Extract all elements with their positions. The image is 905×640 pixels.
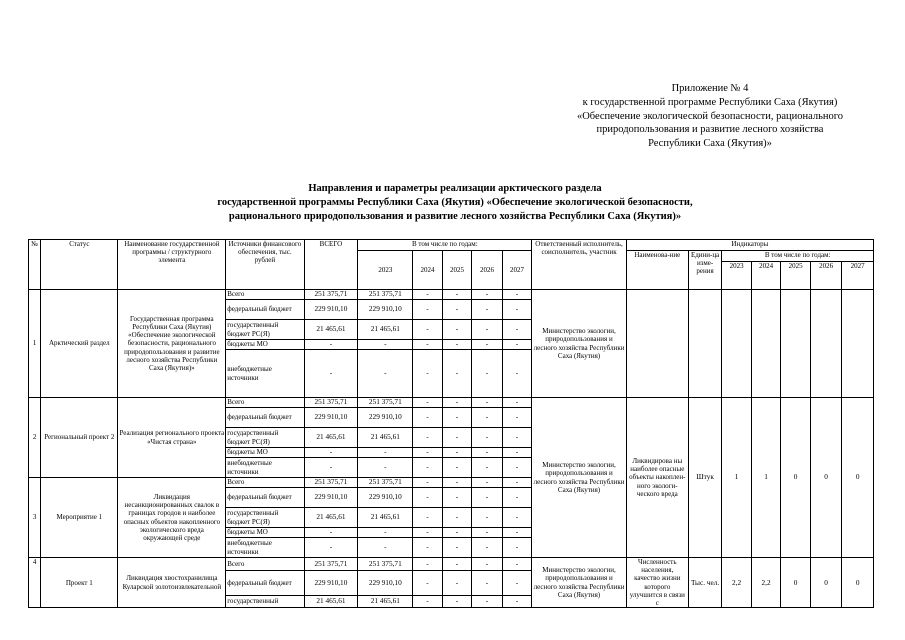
- year-cell: -: [413, 448, 442, 458]
- source-cell: федеральный бюджет: [226, 488, 304, 508]
- unit-cell: Тыс. чел.: [688, 558, 722, 608]
- header-year: 2025: [442, 251, 471, 290]
- year-cell: -: [472, 488, 503, 508]
- year-cell: -: [358, 448, 413, 458]
- year-cell: -: [413, 570, 442, 595]
- ind-year-cell: 0: [810, 558, 842, 608]
- ind-year-cell: 1: [722, 398, 751, 558]
- appendix-line: «Обеспечение экологической безопасности, рационального: [576, 110, 844, 122]
- year-cell: 229 910,10: [358, 408, 413, 428]
- row-num: 1: [29, 290, 41, 398]
- ind-year-cell: 2,2: [722, 558, 751, 608]
- year-cell: -: [442, 448, 471, 458]
- year-cell: -: [442, 320, 471, 340]
- source-cell: государственный бюджет РС(Я): [226, 320, 304, 340]
- total-cell: -: [304, 528, 358, 538]
- row-num: 4: [29, 558, 41, 608]
- source-cell: Всего: [226, 478, 304, 488]
- header-by-years: В том числе по годам:: [358, 240, 532, 251]
- year-cell: 21 465,61: [358, 508, 413, 528]
- executor-cell: Министерство экологии, природопользования и лесного хозяйства Республики Саха (Якутия): [532, 398, 627, 558]
- total-cell: 21 465,61: [304, 508, 358, 528]
- total-cell: -: [304, 448, 358, 458]
- year-cell: -: [442, 538, 471, 558]
- source-cell: Всего: [226, 398, 304, 408]
- ind-year-cell: 0: [781, 398, 810, 558]
- unit-cell: Штук: [688, 398, 722, 558]
- year-cell: -: [442, 570, 471, 595]
- year-cell: -: [472, 408, 503, 428]
- source-cell: внебюджетные источники: [226, 458, 304, 478]
- year-cell: -: [472, 428, 503, 448]
- year-cell: -: [472, 398, 503, 408]
- year-cell: -: [472, 478, 503, 488]
- year-cell: -: [442, 595, 471, 608]
- year-cell: -: [442, 408, 471, 428]
- header-num: №: [29, 240, 41, 290]
- year-cell: -: [502, 398, 532, 408]
- total-cell: 21 465,61: [304, 320, 358, 340]
- header-unit: Едини-ца изме-рения: [688, 251, 722, 290]
- year-cell: -: [442, 340, 471, 350]
- year-cell: -: [472, 570, 503, 595]
- header-indicators: Индикаторы: [626, 240, 873, 251]
- year-cell: -: [442, 398, 471, 408]
- ind-year-cell: [842, 290, 874, 398]
- source-cell: Всего: [226, 558, 304, 571]
- year-cell: -: [502, 290, 532, 300]
- total-cell: 21 465,61: [304, 428, 358, 448]
- ind-year-cell: [751, 290, 780, 398]
- header-sources: Источники финансового обеспечения, тыс. рублей: [226, 240, 304, 290]
- ind-year-cell: [781, 290, 810, 398]
- indicator-cell: [626, 290, 688, 398]
- total-cell: 229 910,10: [304, 488, 358, 508]
- header-total: ВСЕГО: [304, 240, 358, 290]
- year-cell: -: [413, 595, 442, 608]
- source-cell: федеральный бюджет: [226, 300, 304, 320]
- year-cell: -: [472, 458, 503, 478]
- year-cell: -: [502, 508, 532, 528]
- year-cell: -: [358, 350, 413, 398]
- header-year: 2027: [502, 251, 532, 290]
- year-cell: -: [413, 428, 442, 448]
- total-cell: 229 910,10: [304, 408, 358, 428]
- total-cell: -: [304, 458, 358, 478]
- total-cell: 21 465,61: [304, 595, 358, 608]
- title-line: Направления и параметры реализации арктического раздела: [308, 183, 602, 194]
- year-cell: 229 910,10: [358, 488, 413, 508]
- year-cell: -: [472, 320, 503, 340]
- source-cell: бюджеты МО: [226, 340, 304, 350]
- header-executor: Ответственный исполнитель, соисполнитель, участник: [532, 240, 627, 290]
- year-cell: -: [413, 408, 442, 428]
- total-cell: 251 375,71: [304, 398, 358, 408]
- year-cell: 21 465,61: [358, 320, 413, 340]
- year-cell: -: [413, 488, 442, 508]
- year-cell: -: [442, 428, 471, 448]
- year-cell: -: [502, 428, 532, 448]
- header-year: 2024: [413, 251, 442, 290]
- year-cell: -: [502, 320, 532, 340]
- header-ind-by-years: В том числе по годам:: [722, 251, 874, 262]
- title-line: государственной программы Республики Саха (Якутия) «Обеспечение экологической безопасности,: [217, 197, 693, 208]
- year-cell: -: [502, 528, 532, 538]
- total-cell: -: [304, 340, 358, 350]
- total-cell: 251 375,71: [304, 290, 358, 300]
- year-cell: -: [358, 528, 413, 538]
- header-indicator-name: Наименова-ние: [626, 251, 688, 290]
- year-cell: -: [442, 528, 471, 538]
- year-cell: -: [442, 488, 471, 508]
- unit-cell: [688, 290, 722, 398]
- header-year: 2023: [358, 251, 413, 290]
- source-cell: бюджеты МО: [226, 448, 304, 458]
- row-name: Государственная программа Республики Саха (Якутия) «Обеспечение экологической безопасности, рационального природопользования и развитие лесного хозяйства Республики Саха (Якутия)»: [118, 290, 226, 398]
- year-cell: -: [472, 538, 503, 558]
- appendix-line: Приложение № 4: [671, 83, 749, 94]
- ind-year-cell: 0: [842, 558, 874, 608]
- source-cell: Всего: [226, 290, 304, 300]
- year-cell: -: [413, 558, 442, 571]
- year-cell: -: [502, 488, 532, 508]
- year-cell: -: [472, 350, 503, 398]
- source-cell: государственный бюджет РС(Я): [226, 428, 304, 448]
- row-status: Арктический раздел: [41, 290, 118, 398]
- source-cell: внебюджетные источники: [226, 538, 304, 558]
- appendix-header: [520, 82, 900, 151]
- year-cell: -: [442, 300, 471, 320]
- year-cell: -: [472, 300, 503, 320]
- total-cell: 251 375,71: [304, 558, 358, 571]
- year-cell: -: [358, 458, 413, 478]
- year-cell: -: [413, 350, 442, 398]
- year-cell: -: [413, 528, 442, 538]
- year-cell: -: [472, 508, 503, 528]
- row-num: 2: [29, 398, 41, 478]
- ind-year-cell: 0: [810, 398, 842, 558]
- row-status: Региональный проект 2: [41, 398, 118, 478]
- ind-year-cell: [722, 290, 751, 398]
- appendix-line: природопользования и развитие лесного хозяйства: [596, 124, 824, 136]
- indicator-cell: Численность населения, качество жизни которого улучшится в связи с: [626, 558, 688, 608]
- total-cell: -: [304, 350, 358, 398]
- year-cell: -: [442, 458, 471, 478]
- year-cell: -: [472, 528, 503, 538]
- year-cell: -: [472, 558, 503, 571]
- year-cell: 21 465,61: [358, 595, 413, 608]
- year-cell: -: [472, 448, 503, 458]
- total-cell: -: [304, 538, 358, 558]
- appendix-line: к государственной программе Республики Саха (Якутия): [582, 96, 838, 108]
- header-status: Статус: [41, 240, 118, 290]
- year-cell: -: [502, 558, 532, 571]
- row-num: 3: [29, 478, 41, 558]
- year-cell: -: [413, 320, 442, 340]
- year-cell: -: [442, 290, 471, 300]
- year-cell: -: [502, 350, 532, 398]
- row-status: Мероприятие 1: [41, 478, 118, 558]
- year-cell: -: [472, 290, 503, 300]
- year-cell: -: [502, 595, 532, 608]
- year-cell: -: [472, 340, 503, 350]
- row-name: Ликвидация хвостохранилища Куларской золотоизвлекательной: [118, 558, 226, 608]
- year-cell: 251 375,71: [358, 290, 413, 300]
- ind-year-cell: 0: [842, 398, 874, 558]
- total-cell: 229 910,10: [304, 300, 358, 320]
- year-cell: -: [502, 570, 532, 595]
- appendix-line: Республики Саха (Якутия)»: [648, 138, 772, 150]
- year-cell: -: [358, 538, 413, 558]
- year-cell: -: [413, 290, 442, 300]
- year-cell: -: [502, 340, 532, 350]
- source-cell: государственный бюджет РС(Я): [226, 508, 304, 528]
- source-cell: внебюджетные источники: [226, 350, 304, 398]
- year-cell: -: [413, 398, 442, 408]
- total-cell: 229 910,10: [304, 570, 358, 595]
- header-year: 2026: [472, 251, 503, 290]
- header-name: Наименование государственной программы / структурного элемента: [118, 240, 226, 290]
- year-cell: -: [502, 538, 532, 558]
- year-cell: -: [413, 300, 442, 320]
- executor-cell: Министерство экологии, природопользования и лесного хозяйства Республики Саха (Якутия): [532, 558, 627, 608]
- ind-year-cell: 0: [781, 558, 810, 608]
- source-cell: бюджеты МО: [226, 528, 304, 538]
- row-name: Реализация регионального проекта «Чистая страна»: [118, 398, 226, 478]
- year-cell: -: [413, 508, 442, 528]
- year-cell: -: [413, 340, 442, 350]
- header-ind-year: 2025: [781, 262, 810, 290]
- year-cell: -: [442, 508, 471, 528]
- header-ind-year: 2027: [842, 262, 874, 290]
- year-cell: 21 465,61: [358, 428, 413, 448]
- year-cell: -: [413, 478, 442, 488]
- year-cell: 229 910,10: [358, 300, 413, 320]
- header-ind-year: 2024: [751, 262, 780, 290]
- year-cell: 251 375,71: [358, 478, 413, 488]
- source-cell: государственный: [226, 595, 304, 608]
- year-cell: -: [442, 350, 471, 398]
- ind-year-cell: 2,2: [751, 558, 780, 608]
- year-cell: -: [413, 458, 442, 478]
- year-cell: -: [502, 408, 532, 428]
- ind-year-cell: [810, 290, 842, 398]
- title-line: рационального природопользования и развитие лесного хозяйства Республики Саха (Якутия)»: [228, 211, 682, 222]
- source-cell: федеральный бюджет: [226, 570, 304, 595]
- year-cell: -: [472, 595, 503, 608]
- year-cell: 229 910,10: [358, 570, 413, 595]
- year-cell: -: [358, 340, 413, 350]
- parameters-table: [28, 239, 874, 608]
- year-cell: 251 375,71: [358, 398, 413, 408]
- row-name: Ликвидация несанкционированных свалок в границах городов и наиболее опасных объектов накопленного экологического вреда окружающей среде: [118, 478, 226, 558]
- total-cell: 251 375,71: [304, 478, 358, 488]
- year-cell: -: [413, 538, 442, 558]
- header-ind-year: 2023: [722, 262, 751, 290]
- year-cell: -: [502, 448, 532, 458]
- year-cell: -: [502, 458, 532, 478]
- year-cell: -: [502, 478, 532, 488]
- year-cell: -: [442, 558, 471, 571]
- header-ind-year: 2026: [810, 262, 842, 290]
- year-cell: -: [442, 478, 471, 488]
- year-cell: -: [502, 300, 532, 320]
- document-title: [90, 182, 820, 224]
- indicator-cell: Ликвидирова ны наиболее опасные объекты накоплен-ного экологи-ческого вреда: [626, 398, 688, 558]
- executor-cell: Министерство экологии, природопользования и лесного хозяйства Республики Саха (Якутия): [532, 290, 627, 398]
- row-status: Проект 1: [41, 558, 118, 608]
- source-cell: федеральный бюджет: [226, 408, 304, 428]
- year-cell: 251 375,71: [358, 558, 413, 571]
- ind-year-cell: 1: [751, 398, 780, 558]
